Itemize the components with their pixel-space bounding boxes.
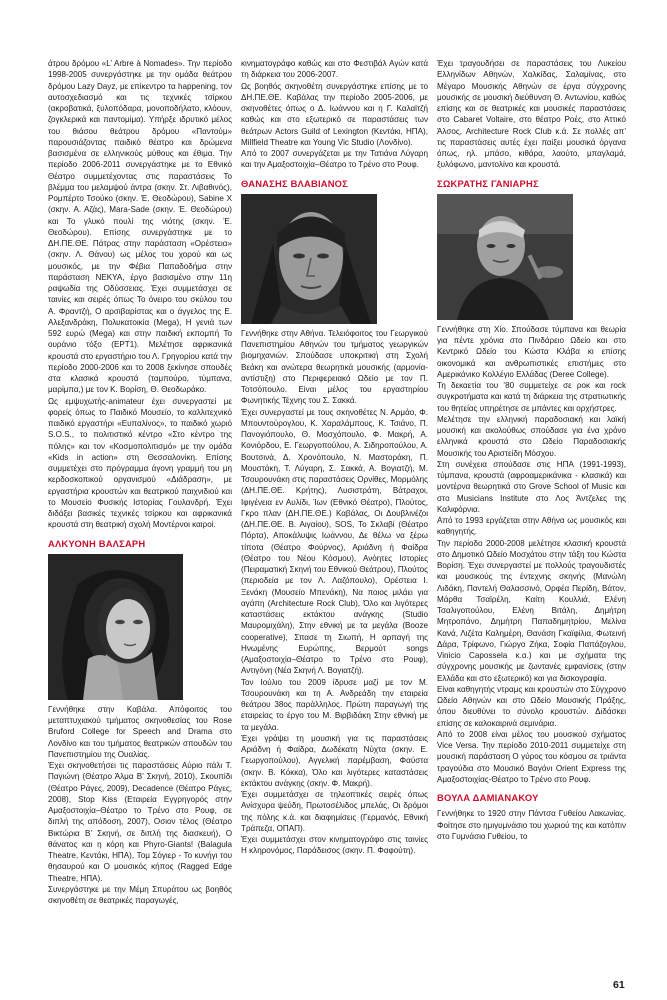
paragraph: κινηματογράφο καθώς και στο Φεστιβάλ Αγών κατά τη διάρκεια του 2006-2007. — [241, 59, 428, 80]
column-3 — [437, 58, 626, 842]
paragraph: Από το 2007 συνεργάζεται με την Τατιάνα Λύγαρη και την Αμαξοστοιχία–Θέατρο το Τρένο στο Ρουφ. — [241, 149, 428, 170]
paragraph: Έχει γράψει τη μουσική για τις παραστάσεις Αριάδνη ή Φαίδρα, Δωδέκατη Νύχτα (σκην. Ε. Γεωργοπούλου), Αγγελική παρέμβαση, Φαύστα (σκην. Β. Κόκκα), Όλο και λιγότερες καταστάσεις εκτάκτου ανάγκης (σκην. Φ. Μακρή). — [241, 733, 428, 788]
portrait-photo-sokratis-ganiaris — [437, 194, 626, 320]
portrait-photo-thanasis-vlavianos — [241, 194, 428, 324]
bio-heading-sokratis-ganiaris: ΣΩΚΡΑΤΗΣ ΓΑΝΙΑΡΗΣ — [437, 177, 539, 189]
paragraph: Έχει τραγουδήσει σε παραστάσεις του Λυκείου Ελληνίδων Αθηνών, Χαλκίδας, Σαλαμίνας, στο Μέγαρο Μουσικής Αθηνών σε έργα σύγχρονης μουσικής σε μουσική διεύθυνση Θ. Αντωνίου, καθώς επίσης και σε θεατρικές και μουσικές παραστάσεις στο Cabaret Voltaire, στο θέατρο Ροές, στο Αττικό Άλσος, Architecture Rock Club κ.ά. Σε πολλές απ’ τις παραστάσεις αυτές έχει παίξει μουσικά όργανα όπως, ηλ. μπάσο, κιθάρα, λαούτο, μπαγλαμά, ξυλόφωνο, μαντολίνο και κρουστά. — [437, 59, 626, 170]
paragraph: Ως βοηθός σκηνοθέτη συνεργάστηκε επίσης με το ΔΗ.ΠΕ.ΘΕ. Καβάλας την περίοδο 2005-2006, με σκηνοθέτες όπως ο Δ. Ιωάννου και η Γ. Καλαϊτζή καθώς και στο εξωτερικό σε παραστάσεις των θεάτρων Actors Guild of Lexington (Κεντάκι, ΗΠΑ), Millfield Theatre και Young Vic Studio (Λονδίνο). — [241, 81, 428, 147]
paragraph: Έχει συνεργαστεί με τους σκηνοθέτες Ν. Αρμάο, Φ. Μπουντούρογλου, Κ. Χαραλάμπους, Κ. Τσιάνο, Π. Πανογιόπουλο, Θ. Μοσχόπουλο, Φ. Μακρή, Α. Κονιόρδου, Ε. Γεωργοπούλου, Α. Σιδηροπούλου, Α. Βουτσινά, Δ. Χρονόπουλο, Ν. Μαστοράκη, Π. Μουστάκη, Τ. Λύγαρη, Σ. Σακκά, Α. Βογιατζή, Μ. Τσουρουνάκη στις παραστάσεις Ορνίθες, Μορμόλης (ΔΗ.ΠΕ.ΘΕ. Κρήτης), Λυσιστράτη, Βάτραχοι, Ιφιγένεια εν Αυλίδι, Ίων (Εθνικό Θέατρο), Πλούτος, Γκρο πλαν (ΔΗ.ΠΕ.ΘΕ.) Καβάλας, Οι Δουβλινέζοι (ΔΗ.ΠΕ.ΘΕ. Β. Αιγαίου), SOS, Το Σκλαβί (Θέατρο Πόρτα), Αποκάλυψις Ιωάννου, Δε θέλω να ξέρω τίποτα (Θέατρο Φούρνος), Αριάδνη ή Φαίδρα (Θέατρο του Νέου Κόσμου), Ανόητες Ιστορίες (Πειραματική Σκηνή του Εθνικού Θεάτρου), Πλούτος (περιοδεία με τον Λ. Λαζόπουλο), Ορέστεια Ι. Ξενάκη (Μουσείο Μπενάκη), Να ποιος μιλάει για αγάπη (Architecture Rock Club), Όλο και λιγότερες καταστάσεις εκτάκτου ανάγκης (Studio Μαυρομιχάλη), Στην εθνική με τα μεγάλα (Booze cooperative), Σπασε τη Σιωπή, Η αρπαγή της Ηνωμένης Ευρώπης, Βερμούτ songs (Αμαξοστοιχία–Θέατρο το Τρένο στο Ρουφ), Αντιγόνη (Νέα Σκηνή Λ. Βογιατζή). — [241, 407, 428, 676]
paragraph: Έχει συμμετάσχει στον κινηματογράφο στις ταινίες Η κληρονόμος, Παράδεισος (σκην. Π. Φαφούτη). — [241, 835, 428, 856]
paragraph: Από το 1993 εργάζεται στην Αθήνα ως μουσικός και καθηγητής. — [437, 516, 626, 537]
bio-heading-alkyoni-valsari: ΑΛΚΥΟΝΗ ΒΑΛΣΑΡΗ — [48, 537, 146, 549]
paragraph: Γεννήθηκε στην Καβάλα. Απόφοιτος του μεταπτυχιακού τμήματος σκηνοθεσίας του Rose Bruford College for Speech and Drama στο Λονδίνο και του τμήματος θεατρικών σπουδών του Πανεπιστημίου της Ουαλίας. — [48, 704, 232, 759]
column-1 — [48, 58, 232, 906]
paragraph: Την περίοδο 2000-2008 μελέτησε κλασική κρουστά στο Δημοτικό Ωδείο Μοσχάτου στην τάξη του Κώστα Βορίση. Έχει συνεργαστεί με πολλούς τραγουδιστές και μουσικούς της έντεχνης σκηνής (Μανώλη Λιδάκη, Παντελή Θαλασσινό, Ορφέα Περίδη, Βάτον, Μάρθα Τσαϊρέλη, Καίτη Κουλλιά, Ελένη Τσαλιγοπούλου, Ελένη Βιτάλη, Δημήτρη Μητροπάνο, Δημήτρη Παπαδημητρίου, Μελίνα Κανά, Λιζέτα Καλημέρη, Θανάση Γκαϊφίλια, Φωτεινή Δάρα, Τρίφωνο, Γιώργο Ζήκα, Σοφία Παπάζογλου, Vinicio Capossela κ.α.) και με σχήματα της σύγχρονης μουσικής με ζωντανές εμφανίσεις (στην Ελλάδα και στο εξωτερικό) και για δισκογραφία. — [437, 538, 626, 683]
page-number: 61 — [613, 979, 625, 991]
paragraph: Γεννήθηκε στην Αθήνα. Τελειόφοιτος του Γεωργικού Πανεπιστημίου Αθηνών του τμήματος γεωργικών βιομηχανιών. Σπούδασε υποκριτική στη Σχολή Βεάκη και ανώτερα θεωρητικά μουσικής (αρμονία-αντίστιξη) στο Περιφερειακό Ωδείο με τον Π. Τοτσόπουλο. Είναι μέλος του εργαστηρίου Φωνητικής Τέχνης του Σ. Σακκά. — [241, 328, 428, 406]
paragraph: Γεννήθηκε το 1920 στην Πάντσα Γυθείου Λακωνίας. Φοίτησε στο ημιγυμνάσιο του χωριού της και κατόπιν στο Γυμνάσιο Γυθείου, το — [437, 809, 626, 841]
paragraph: Στη συνέχεια σπούδασε στις ΗΠΑ (1991-1993), τύμπανα, κρουστά (αφροαμερικάνικα - κλασικά) και μοντέρνα θεωρητικά στο Grove School of Music και στο Musicians Institute στο Λος Άντζελες της Καλιφόρνια. — [437, 459, 626, 514]
paragraph: Από το 2008 είναι μέλος του μουσικού σχήματος Vice Versa. Την περίοδο 2010-2011 συμμετείχε στη μουσική παράσταση Ο γύρος του κόσμου σε τριάντα τραγούδια στο Μουσικό Βαγόνι Orient Express της Αμαξοστοιχίας-Θέατρο το Τρένο στο Ρουφ. — [437, 729, 626, 784]
paragraph: Έχει συμμετάσχει σε τηλεοπτικές σειρές όπως Ανίσχυρα ψεύδη, Πρωτοσέλιδος μπελάς, Οι δρόμοι της πόλης κ.ά. και διαφημίσεις (Γερμανός, Εθνική Τράπεζα, ΟΠΑΠ). — [241, 790, 428, 833]
paragraph: Είναι καθηγητής ντραμς και κρουστών στο Σύγχρονο Ωδείο Αθηνών και στο Ωδείο Μουσικής Πράξης, όπου διευθύνει το σύνολο κρουστών. Διδάσκει επίσης σε καλοκαιρινά σεμινάρια. — [437, 684, 626, 728]
paragraph: Τον Ιούλιο του 2009 ίδρυσε μαζί με τον Μ. Τσουρουνάκη και τη Α. Ανδρεάδη την εταιρεία θεάτρου 38ος παράλληλος. Πρώτη παραγωγή της εταιρείας το έργο του Μ. Βιρβιδάκη Στην εθνική με τα μεγάλα. — [241, 677, 428, 732]
column-2 — [241, 58, 428, 857]
paragraph: Συνεργάστηκε με την Μέμη Σπυράτου ως βοηθός σκηνοθέτη σε θεατρικές παραγωγές, — [48, 884, 232, 905]
paragraph: Έχει σκηνοθετήσει τις παραστάσεις Αύριο πάλι Τ. Παγιώνη (Θέατρο Άλμα Β’ Σκηνή, 2010), Σκουπίδι (Θέατρο Ράγες, 2009), Decadence (Θέατρο Ράγες, 2008), Stop Kiss (Εταιρεία Εγγρηγορός στην Αμαξοστοιχία–Θέατρο το Τρένο στο Ρουφ, σε διπλή της απόδοση, 2007), Οσιον τέλος (Θέατρο Βικτώρια Β’ Σκηνή, σε διπλή της διασκευή), Ο θάνατος και η κόρη και Phyro-Giants! (Balagula Theatre, Κεντάκι, ΗΠΑ), Τομ Σόγιερ - Το κυνήγι του θησαυρού και Ο μουσικός κήπος (Ragged Edge Theatre, ΗΠΑ). — [48, 761, 232, 883]
portrait-photo-alkyoni-valsari — [48, 554, 232, 700]
paragraph: Μελέτησε την ελληνική παραδοσιακή και λαϊκή μουσική και ακολούθως σπούδασε για ένα χρόνο ελληνικά κρουστά στο Ωδείο Παραδοσιακής Μουσικής του Αριστείδη Μόσχου. — [437, 414, 626, 458]
paragraph: Ως εμψυχωτής-animateur έχει συνεργαστεί με φορείς όπως το Παιδικό Μουσείο, το καλλιτεχνικό παιδικό εργαστήρι «Ευπαλίνος», το παιδικό χωριό S.O.S., το πολιτιστικό κέντρο «Στο κέντρο της πόλης» και τον «Κοσμοπολιτισμό» με την ομάδα «Kids in action» στη Θεσσαλονίκη. Επίσης συμμετέχει στο πρόγραμμα άγονη γραμμή του μη κερδοσκοπικού οργανισμού «Διάδραση», με εργαστήρια κρουστών και θεατρικού παιχνιδιού και το Μουσείο Φυσικής Ιστορίας Γουλανδρή. Έχει διδάξει βασικές τεχνικές τσίρκου και αφρικανικά κρουστά στη θεατρική σχολή Μοντέρνοι καιροί. — [48, 396, 232, 530]
bio-heading-thanasis-vlavianos: ΘΑΝΑΣΗΣ ΒΛΑΒΙΑΝΟΣ — [241, 177, 349, 189]
paragraph: Τη δεκαετία του ’80 συμμετείχε σε ροκ και rock συγκροτήματα και κατά τη διάρκεια της στρατιωτικής του θητείας υπηρέτησε σε μπάντες και ορχήστρες. — [437, 381, 626, 413]
bio-heading-voula-damianakou: ΒΟΥΛΑ ΔΑΜΙΑΝΑΚΟΥ — [437, 792, 539, 803]
paragraph: άτρου δρόμου «L’ Arbre à Nomades». Την περίοδο 1998-2005 συνεργάστηκε με την ομάδα θεάτρου δρόμου Lazy Dayz, με επίκεντρο τα happening, τον αυτοσχεδιασμό και τις τεχνικές τσίρκου (ακροβατικά, ξυλοπόδαρα, μονοποδήλατο, κλόουν, ζογκλερικά και παντομίμα). Υπήρξε ιδρυτικό μέλος του θιάσου θεάτρου δρόμου «Παντούμ» παρουσιάζοντας παιδικό θέατρο και δρώμενα βασισμένα σε ελληνικούς μύθους και έθιμα. Την περίοδο 2006-2011 συνεργάστηκε με το Εθνικό Θέατρο συμμετέχοντας στις παραστάσεις Το βλέμμα του μελαμψού άντρα (σκην. Στ. Λιβαθινός), Ρομπέρτο Τσούκο (σκην. Έ. Θεοδώρου), Sabine X (σκην. Α. Αζάς), Mara-Sade (σκην. Έ. Θεοδώρου) και Το γλυκό πουλί της νιότης (σκην. Έ. Θεοδώρου). Επίσης συνεργάστηκε με το ΔΗ.ΠΕ.ΘΕ. Πάτρας στην παράσταση «Ορέστεια» (σκην. Λ. Θάνου) ως μέλος του χορού και ως μουσικός, με την Φέβια Παπαδοδήμα στην παράσταση ΝΕΚΥΑ, έργο βασισμένο στην 11η ραψωδία της Οδύσσειας. Έχει συμμετάσχει σε ταινίες και σειρές όπως Το όνειρο του σκύλου του Α. Φραντζή, Ο αρσιβαρίστας και ο άγγελος της Ε. Αλεξανδράκη, Πολυκατοικία (Mega), Η γενιά των 592 ευρώ (Mega) και στην παιδική εκπομπή Το ουράνιο τόξο (ΕΡΤ1). Μελέτησε αφρικανικά κρουστά στο εργαστήριο του Λ. Γρηγορίου κατά την περίοδο 2000-2006 και το 2008 ξεκίνησε σπουδές στα κλασικά κρουστά (ταμπούρο, τύμπανα, μαρίμπα,) με τον Κ. Βορίση, Θ. Θεοδωράκο. — [48, 59, 232, 395]
paragraph: Γεννήθηκε στη Χίο. Σπούδασε τύμπανα και θεωρία για πέντε χρόνια στο Πινδάρειο Ωδείο και στο Κεντρικό Ωδείο του Κώστα Κλάβα κι επίσης οικονομικά και ανθρωπιστικές επιστήμες στο Αμερικάνικο Κολλέγιο Ελλάδας (Deree College). — [437, 324, 626, 379]
